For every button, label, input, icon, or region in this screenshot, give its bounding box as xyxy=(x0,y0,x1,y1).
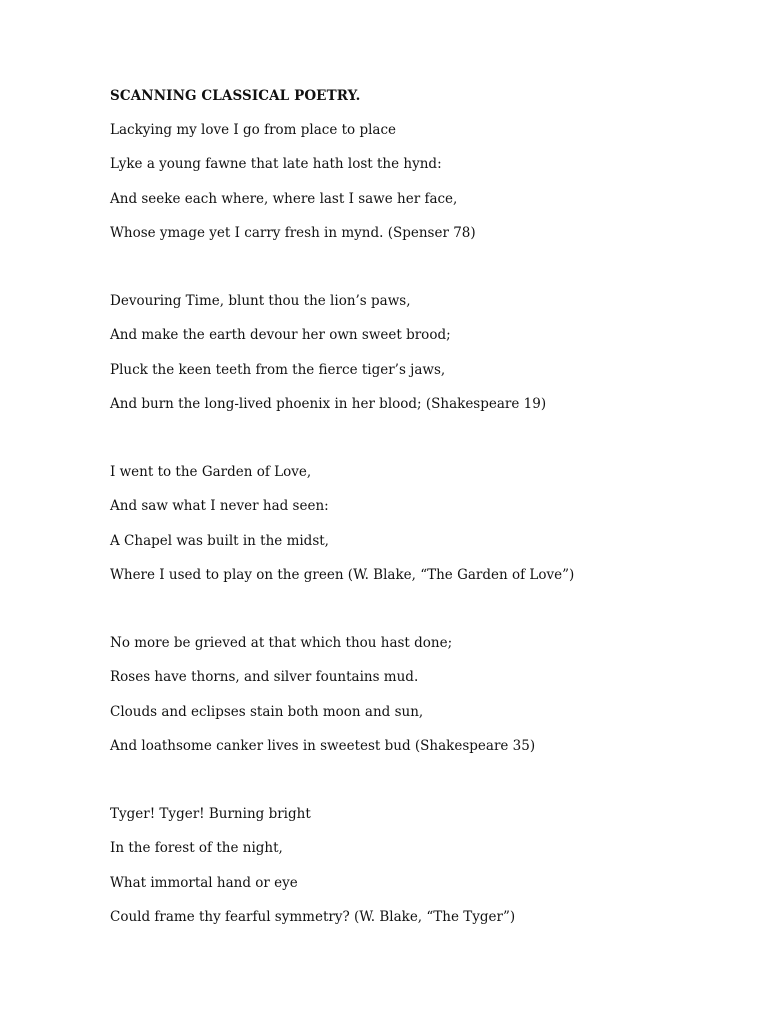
poem-line: And burn the long-lived phoenix in her blood; (Shakespeare 19) xyxy=(110,395,547,412)
poem-line: Could frame thy fearful symmetry? (W. Blake, “The Tyger”) xyxy=(110,908,516,925)
poem-line: In the forest of the night, xyxy=(110,840,283,857)
poem-line: Devouring Time, blunt thou the lion’s paws, xyxy=(110,293,411,309)
poem-line: Whose ymage yet I carry fresh in mynd. (Spenser 78) xyxy=(110,224,476,241)
stanza-shakespeare-35 xyxy=(110,634,535,771)
poem-line: And seeke each where, where last I sawe her face, xyxy=(110,190,458,207)
poem-line: And loathsome canker lives in sweetest bud (Shakespeare 35) xyxy=(110,737,536,754)
page-title: SCANNING CLASSICAL POETRY. xyxy=(110,88,361,104)
poem-line: Clouds and eclipses stain both moon and sun, xyxy=(110,703,424,720)
poem-line: And saw what I never had seen: xyxy=(110,498,329,515)
poem-line: And make the earth devour her own sweet brood; xyxy=(110,327,451,344)
poem-line: Pluck the keen teeth from the fierce tiger’s jaws, xyxy=(110,361,446,378)
stanza-garden-of-love xyxy=(110,463,574,600)
poem-line: I went to the Garden of Love, xyxy=(110,464,312,480)
poem-line: A Chapel was built in the midst, xyxy=(110,532,329,549)
poem-line: What immortal hand or eye xyxy=(110,874,298,891)
poem-line: Lyke a young fawne that late hath lost the hynd: xyxy=(110,156,442,173)
poem-line: Lackying my love I go from place to place xyxy=(110,122,397,138)
poem-line: Where I used to play on the green (W. Blake, “The Garden of Love”) xyxy=(110,566,575,583)
poem-line: No more be grieved at that which thou hast done; xyxy=(110,635,453,651)
stanza-the-tyger xyxy=(110,805,515,942)
stanza-shakespeare-19 xyxy=(110,292,546,429)
stanza-spenser-78 xyxy=(110,121,476,258)
poem-line: Tyger! Tyger! Burning bright xyxy=(110,806,311,822)
poem-line: Roses have thorns, and silver fountains mud. xyxy=(110,669,419,686)
